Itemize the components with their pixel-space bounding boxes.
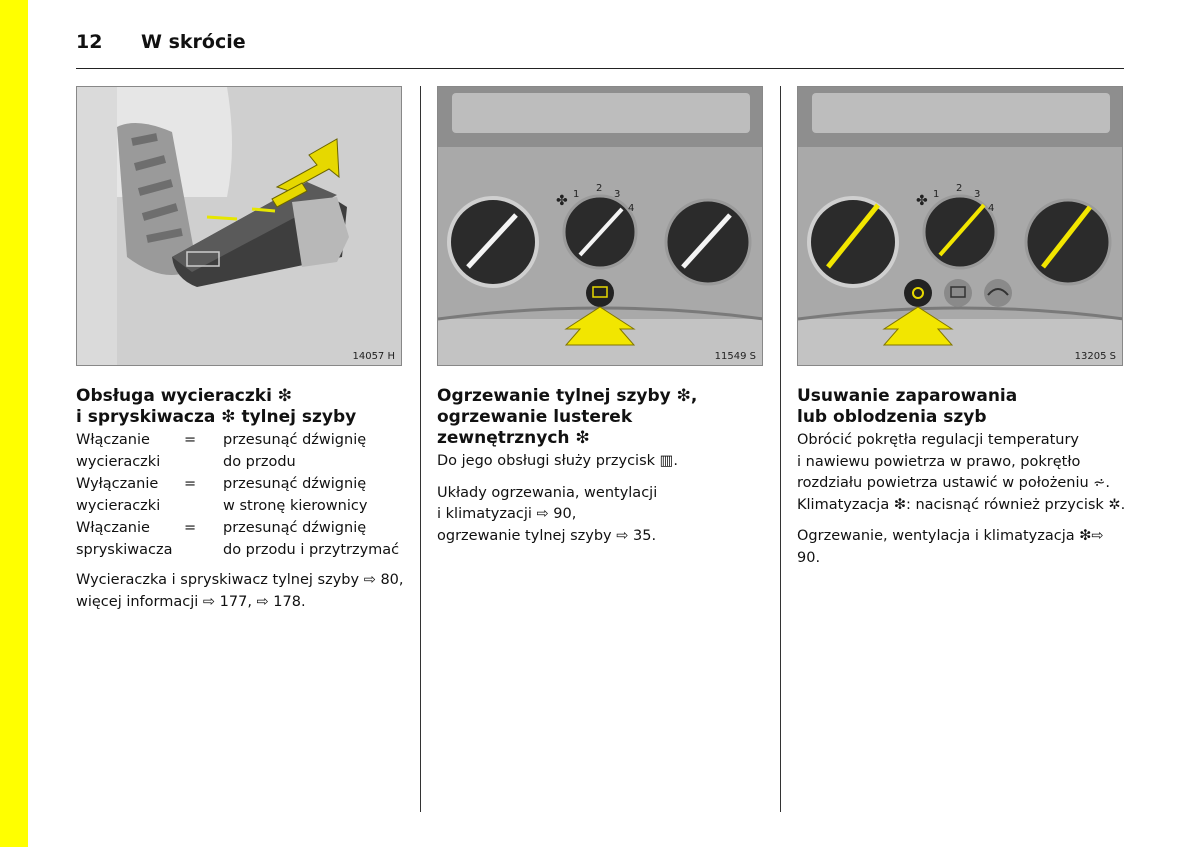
fan-icon: ✤ <box>556 193 568 209</box>
dial-number: 2 <box>956 183 963 194</box>
page-number: 12 <box>76 31 103 53</box>
section-heading: Obsługa wycieraczki ❇ i spryskiwacza ❇ tylnej szyby <box>76 386 357 427</box>
table-row <box>76 518 406 561</box>
paragraph: Ogrzewanie, wentylacja i klimatyzacja ❇⇨ 90. <box>797 528 1104 566</box>
equals-sign: = <box>184 520 197 536</box>
header-rule <box>76 68 1124 69</box>
dial-number: 2 <box>596 183 603 194</box>
paragraph: Wycieraczka i spryskiwacz tylnej szyby ⇨ 80, więcej informacji ⇨ 177, ⇨ 178. <box>76 572 404 610</box>
equals-sign: = <box>184 476 197 492</box>
action-label: Włączanie spryskiwacza <box>76 520 173 558</box>
instructions-table <box>76 430 406 561</box>
section-heading: Ogrzewanie tylnej szyby ❇, ogrzewanie lusterek zewnętrznych ❇ <box>437 386 698 448</box>
action-label: Wyłączanie wycieraczki <box>76 476 161 514</box>
figure-heater-panel-defrost <box>797 86 1123 366</box>
rear-window-heat-button <box>586 279 614 307</box>
equals-sign: = <box>184 432 197 448</box>
action-description: przesunąć dźwignię do przodu <box>223 432 367 470</box>
figure-heater-panel-rear <box>437 86 763 366</box>
dial-number: 4 <box>628 203 635 214</box>
section-rear-wiper <box>76 386 406 623</box>
ac-button <box>904 279 932 307</box>
figure-code: 14057 H <box>352 351 395 362</box>
air-distribution-dial <box>1026 200 1110 284</box>
figure-wiper-stalk <box>76 86 402 366</box>
dial-number: 3 <box>974 189 981 200</box>
paragraph: Układy ogrzewania, wentylacji i klimatyzacji ⇨ 90, ogrzewanie tylnej szyby ⇨ 35. <box>437 484 658 544</box>
temperature-dial <box>809 198 897 286</box>
recirculation-button <box>984 279 1012 307</box>
paragraph: Do jego obsługi służy przycisk ▥. <box>437 453 678 469</box>
action-label: Włączanie wycieraczki <box>76 432 161 470</box>
air-distribution-dial <box>666 200 750 284</box>
section-rear-window-heating <box>437 386 767 557</box>
action-description: przesunąć dźwignię do przodu i przytrzymać <box>223 520 400 558</box>
fan-icon: ✤ <box>916 193 928 209</box>
fan-speed-dial <box>924 196 996 268</box>
table-row <box>76 474 406 517</box>
dial-number: 1 <box>933 189 940 200</box>
temperature-dial <box>449 198 537 286</box>
page-edge-strip <box>0 0 28 847</box>
wiper-stalk-illustration <box>77 87 402 366</box>
page-title: W skrócie <box>141 31 246 53</box>
figure-code: 13205 S <box>1074 351 1116 362</box>
heater-panel-illustration <box>798 87 1123 366</box>
action-description: przesunąć dźwignię w stronę kierownicy <box>223 476 368 514</box>
fan-speed-dial <box>564 196 636 268</box>
table-row <box>76 430 406 473</box>
dial-number: 3 <box>614 189 621 200</box>
column-divider <box>420 86 421 812</box>
figure-code: 11549 S <box>714 351 756 362</box>
rear-window-heat-button <box>944 279 972 307</box>
column-divider <box>780 86 781 812</box>
dial-number: 1 <box>573 189 580 200</box>
section-heading: Usuwanie zaparowania lub oblodzenia szyb <box>797 386 1018 427</box>
section-defrost <box>797 386 1127 579</box>
heater-panel-illustration <box>438 87 763 366</box>
dial-number: 4 <box>988 203 995 214</box>
paragraph: Obrócić pokrętła regulacji temperatury i nawiewu powietrza w prawo, pokrętło rozdziału powietrza ustawić w położeniu ⩫. Klimatyzacja ❇: nacisnąć również przycisk ✲. <box>797 432 1126 513</box>
